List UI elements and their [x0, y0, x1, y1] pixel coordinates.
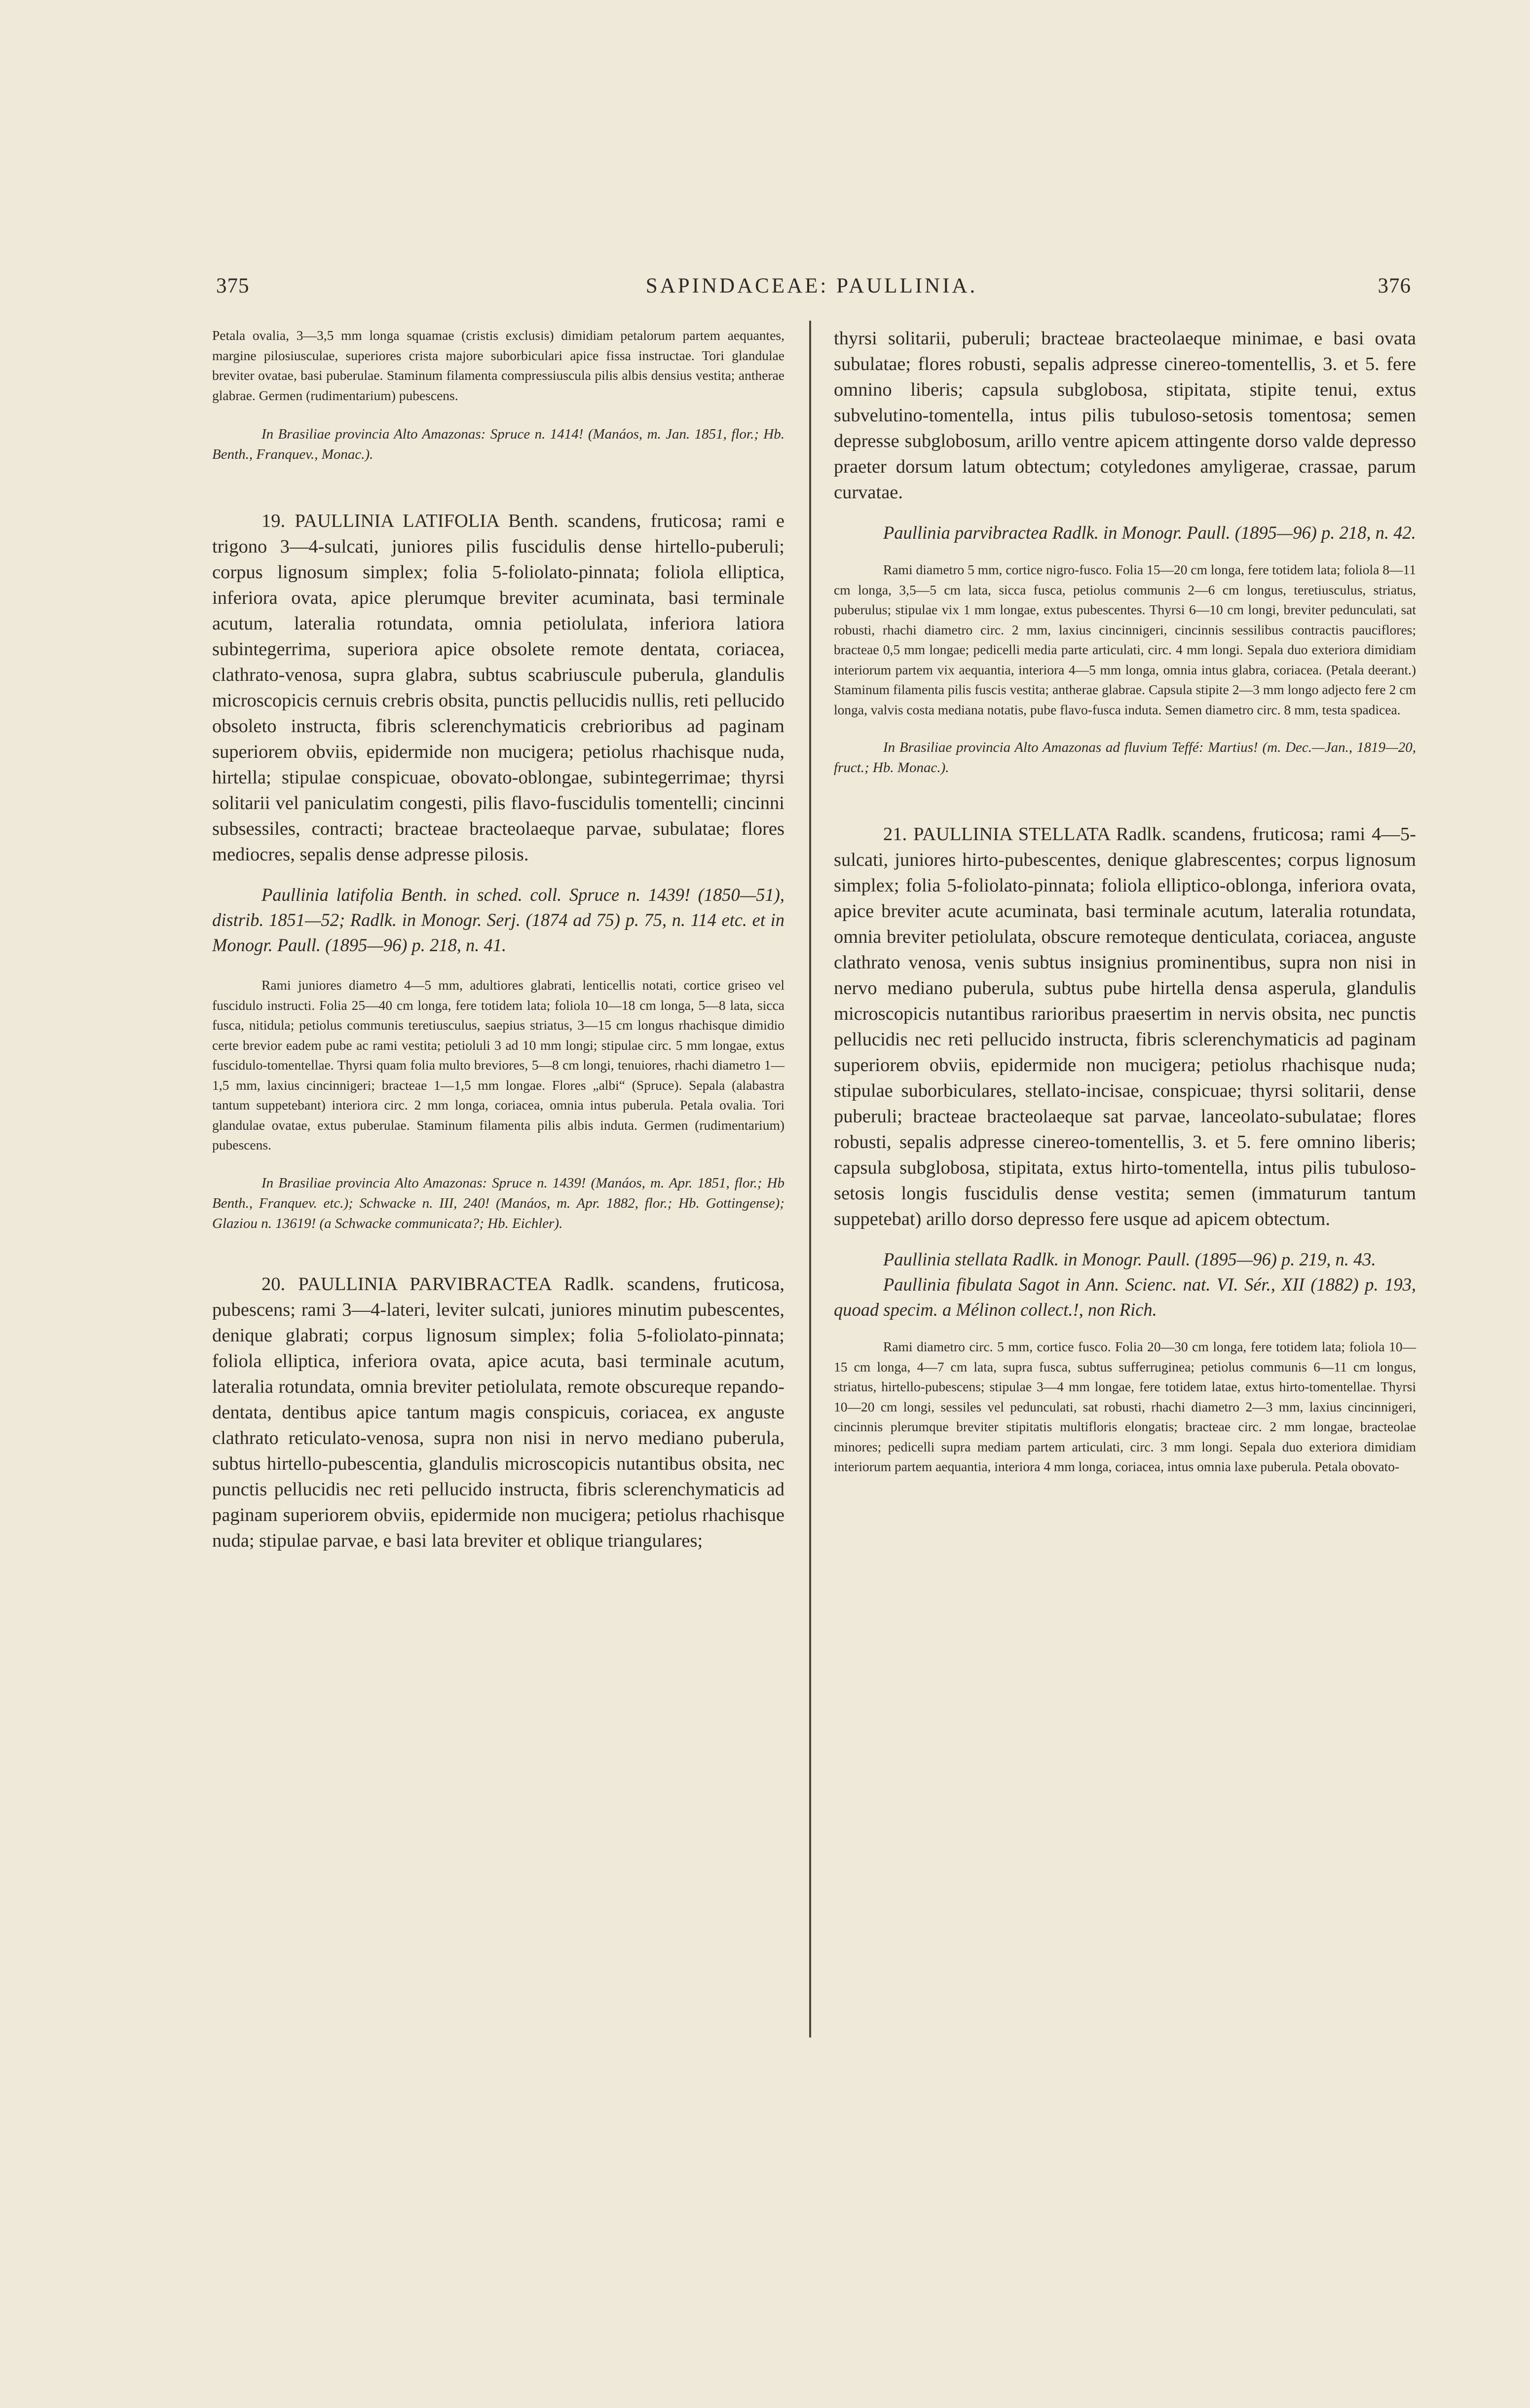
species-20-diagnosis-continued: thyrsi solitarii, puberuli; bracteae bracteolaeque minimae, e basi ovata subulatae; flores robusti, sepalis adpresse cinereo-tomentellis, 3. et 5. fere omnino liberis; capsula subglobosa, stipitata, stipite tenui, extus subvelutino-tomentella, intus pilis tubuloso-setosis tomentosa; semen depresse subglobosum, arillo ventre apicem attingente dorso valde depresso praeter dorsum latum obtectum; cotyledones amyligerae, crassae, parum curvatae. — [834, 328, 1416, 503]
species-20-description: Rami diametro 5 mm, cortice nigro-fusco. Folia 15—20 cm longa, fere totidem lata; foliola 8—11 cm longa, 3,5—5 cm lata, sicca fusca, petiolus communis 2—6 cm longus, teretiusculus, striatus, puberulus; stipulae vix 1 mm longae, extus pubescentes. Thyrsi 6—10 cm longi, breviter pedunculati, sat robusti, rhachi diametro circ. 2 mm, laxius cincinnigeri, cincinnis sessilibus contractis pauciflores; bracteae 0,5 mm longae; pedicelli media parte articulati, circ. 4 mm longi. Sepala duo exteriora dimidiam interiorum partem vix aequantia, interiora 4—5 mm longa, omnia intus glabra, coriacea. (Petala deerant.) Staminum filamenta pilis fuscis vestita; antherae glabrae. Capsula stipite 2—3 mm longo adjecto fere 2 cm longa, valvis costa mediana notatis, pube flavo-fusca induta. Semen diametro circ. 8 mm, testa spadicea. — [834, 562, 1416, 717]
species-20-diagnosis: 20. PAULLINIA PARVIBRACTEA Radlk. scandens, fruticosa, pubescens; rami 3—4-lateri, leviter sulcati, juniores minutim pubescentes, denique glabrati; corpus lignosum simplex; folia 5-foliolato-pinnata; foliola elliptica, inferiora ovata, apice acuta, basi terminale acutum, lateralia rotundata, omnia breviter petiolulata, remote obscureque repando-dentata, dentibus apice tantum magis conspicuis, coriacea, ex anguste clathrato reticulato-venosa, supra non nisi in nervo mediano puberula, subtus hirtello-pubescentia, glandulis microscopicis nutantibus obsita, nec punctis pellucidis nec reti pellucido instructa, fibris sclerenchymaticis ad paginam superiorem obviis, epidermide non mucigera; petiolus rhachisque nuda; stipulae parvae, e basi lata breviter et oblique triangulares; — [212, 1273, 784, 1551]
species-19-diagnosis: 19. PAULLINIA LATIFOLIA Benth. scandens, fruticosa; rami e trigono 3—4-sulcati, juniores pilis fuscidulis dense hirtello-puberuli; corpus lignosum simplex; folia 5-foliolato-pinnata; foliola elliptica, inferiora ovata, apice plerumque breviter acuminata, basi terminale acutum, lateralia rotundata, omnia petiolulata, inferiora latiora subintegerrima, superiora apice obsolete remote dentata, coriacea, clathrato-venosa, supra glabra, subtus scabriuscule puberula, glandulis microscopicis cernuis crebris obsita, punctis pellucidis nullis, reti pellucido obsoleto instructa, fibris sclerenchymaticis crebrioribus ad paginam superiorem obviis, epidermide non mucigera; petiolus rhachisque nuda, hirtella; stipulae conspicuae, obovato-oblongae, subintegerrimae; thyrsi solitarii vel paniculatim congesti, pilis flavo-fuscidulis tomentelli; cincinni subsessiles, contracti; bracteae bracteolaeque parvae, subulatae; flores mediocres, sepalis dense adpresse pilosis. — [212, 511, 784, 865]
right-column — [834, 326, 1416, 1477]
page-number-right: 376 — [1378, 274, 1411, 297]
species-19-description: Rami juniores diametro 4—5 mm, adultiores glabrati, lenticellis notati, cortice griseo vel fuscidulo instructi. Folia 25—40 cm longa, fere totidem lata; foliola 10—18 cm longa, 5—8 lata, sicca fusca, nitidula; petiolus communis teretiusculus, saepius striatus, 3—15 cm longus rhachisque dimidio certe brevior eadem pube ac rami vestita; petioluli 3 ad 10 mm longi; stipulae circ. 5 mm longae, extus fuscidulo-tomentellae. Thyrsi quam folia multo breviores, 5—8 cm longi, tenuiores, rhachi diametro 1—1,5 mm, laxius cincinnigeri; bracteae 1—1,5 mm longae. Flores „albi“ (Spruce). Sepala (alabastra tantum suppetebant) interiora circ. 2 mm longa, coriacea, omnia intus puberula. Petala ovalia. Tori glandulae ovatae, extus puberulae. Staminum filamenta pilis albis induta. Germen (rudimentarium) pubescens. — [212, 977, 784, 1152]
species-21-diagnosis: 21. PAULLINIA STELLATA Radlk. scandens, fruticosa; rami 4—5-sulcati, juniores hirto-pubescentes, denique glabrescentes; corpus lignosum simplex; folia 5-foliolato-pinnata; foliola elliptico-oblonga, inferiora ovata, apice breviter acute acuminata, basi terminale acutum, lateralia rotundata, omnia breviter petiolulata, obscure remoteque denticulata, coriacea, anguste clathrato venosa, venis subtus insignius prominentibus, supra non nisi in nervo mediano puberula, subtus pube hirtella densa asperula, glandulis microscopicis nutantibus rarioribus praesertim in nervis obsita, nec punctis pellucidis nec reti pellucido instructa, fibris sclerenchymaticis ad paginam superiorem obviis, epidermide non mucigera; petiolus rhachisque nuda; stipulae suborbiculares, stellato-incisae, conspicuae; thyrsi solitarii, dense puberuli; bracteae bracteolaeque sat parvae, lanceolato-subulatae; flores robusti, sepalis adpresse cinereo-tomentellis, 3. et 5. fere omnino liberis; capsula subglobosa, stipitata, extus hirto-tomentella, intus pilis tubuloso-setosis longis fuscidulis dense vestita; semen (immaturum tantum suppetebat) arillo dorso depresso fere usque ad apicem obtectum. — [834, 824, 1416, 1229]
running-title: SAPINDACEAE: PAULLINIA. — [645, 274, 978, 297]
species-18-description-end: Petala ovalia, 3—3,5 mm longa squamae (cristis exclusis) dimidiam petalorum partem aequantes, margine pilosiusculae, superiores crista majore suborbiculari apice fissa instructae. Tori glandulae breviter ovatae, basi puberulae. Staminum filamenta compressiuscula pilis albis densius vestita; antherae glabrae. Germen (rudimentarium) pubescens. — [212, 328, 784, 403]
species-19-citation: Paullinia latifolia Benth. in sched. coll. Spruce n. 1439! (1850—51), distrib. 1851—52; Radlk. in Monogr. Serj. (1874 ad 75) p. 75, n. 114 etc. et in Monogr. Paull. (1895—96) p. 218, n. 41. — [212, 885, 784, 955]
column-divider — [809, 321, 811, 2038]
species-21-citation-2: Paullinia fibulata Sagot in Ann. Scienc. nat. VI. Sér., XII (1882) p. 193, quoad specim. a Mélinon collect.!, non Rich. — [834, 1274, 1416, 1320]
species-21-description: Rami diametro circ. 5 mm, cortice fusco. Folia 20—30 cm longa, fere totidem lata; foliola 10—15 cm longa, 4—7 cm lata, supra fusca, subtus sufferruginea; petiolus communis 6—11 cm longus, striatus, hirtello-pubescens; stipulae 3—4 mm longae, fere totidem latae, extus hirto-tomentellae. Thyrsi 10—20 cm longi, sessiles vel pedunculati, sat robusti, rhachi diametro 2—3 mm, laxius cincinnigeri, cincinnis plerumque breviter stipitatis multifloris elongatis; bracteae circ. 2 mm longae, bracteolae minores; pedicelli supra mediam partem articulati, circ. 3 mm longi. Sepala duo exteriora dimidiam interiorum partem aequantia, interiora 4 mm longa, coriacea, intus omnia laxe puberula. Petala obovato- — [834, 1339, 1416, 1474]
left-column — [212, 326, 784, 1554]
species-18-locality: In Brasiliae provincia Alto Amazonas: Spruce n. 1414! (Manáos, m. Jan. 1851, flor.; Hb. Benth., Franquev., Monac.). — [212, 426, 784, 462]
species-20-locality: In Brasiliae provincia Alto Amazonas ad fluvium Teffé: Martius! (m. Dec.—Jan., 1819—20, fruct.; Hb. Monac.). — [834, 740, 1416, 776]
page-number-left: 375 — [216, 274, 250, 297]
species-21-citation-1: Paullinia stellata Radlk. in Monogr. Paull. (1895—96) p. 219, n. 43. — [883, 1249, 1376, 1269]
page-header — [212, 274, 1411, 308]
species-20-citation: Paullinia parvibractea Radlk. in Monogr. Paull. (1895—96) p. 218, n. 42. — [883, 522, 1416, 543]
species-19-locality: In Brasiliae provincia Alto Amazonas: Spruce n. 1439! (Manáos, m. Apr. 1851, flor.; Hb Benth., Franquev. etc.); Schwacke n. III, 240! (Manáos, m. Apr. 1882, flor.; Hb. Gottingense); Glaziou n. 13619! (a Schwacke communicata?; Hb. Eichler). — [212, 1175, 784, 1231]
